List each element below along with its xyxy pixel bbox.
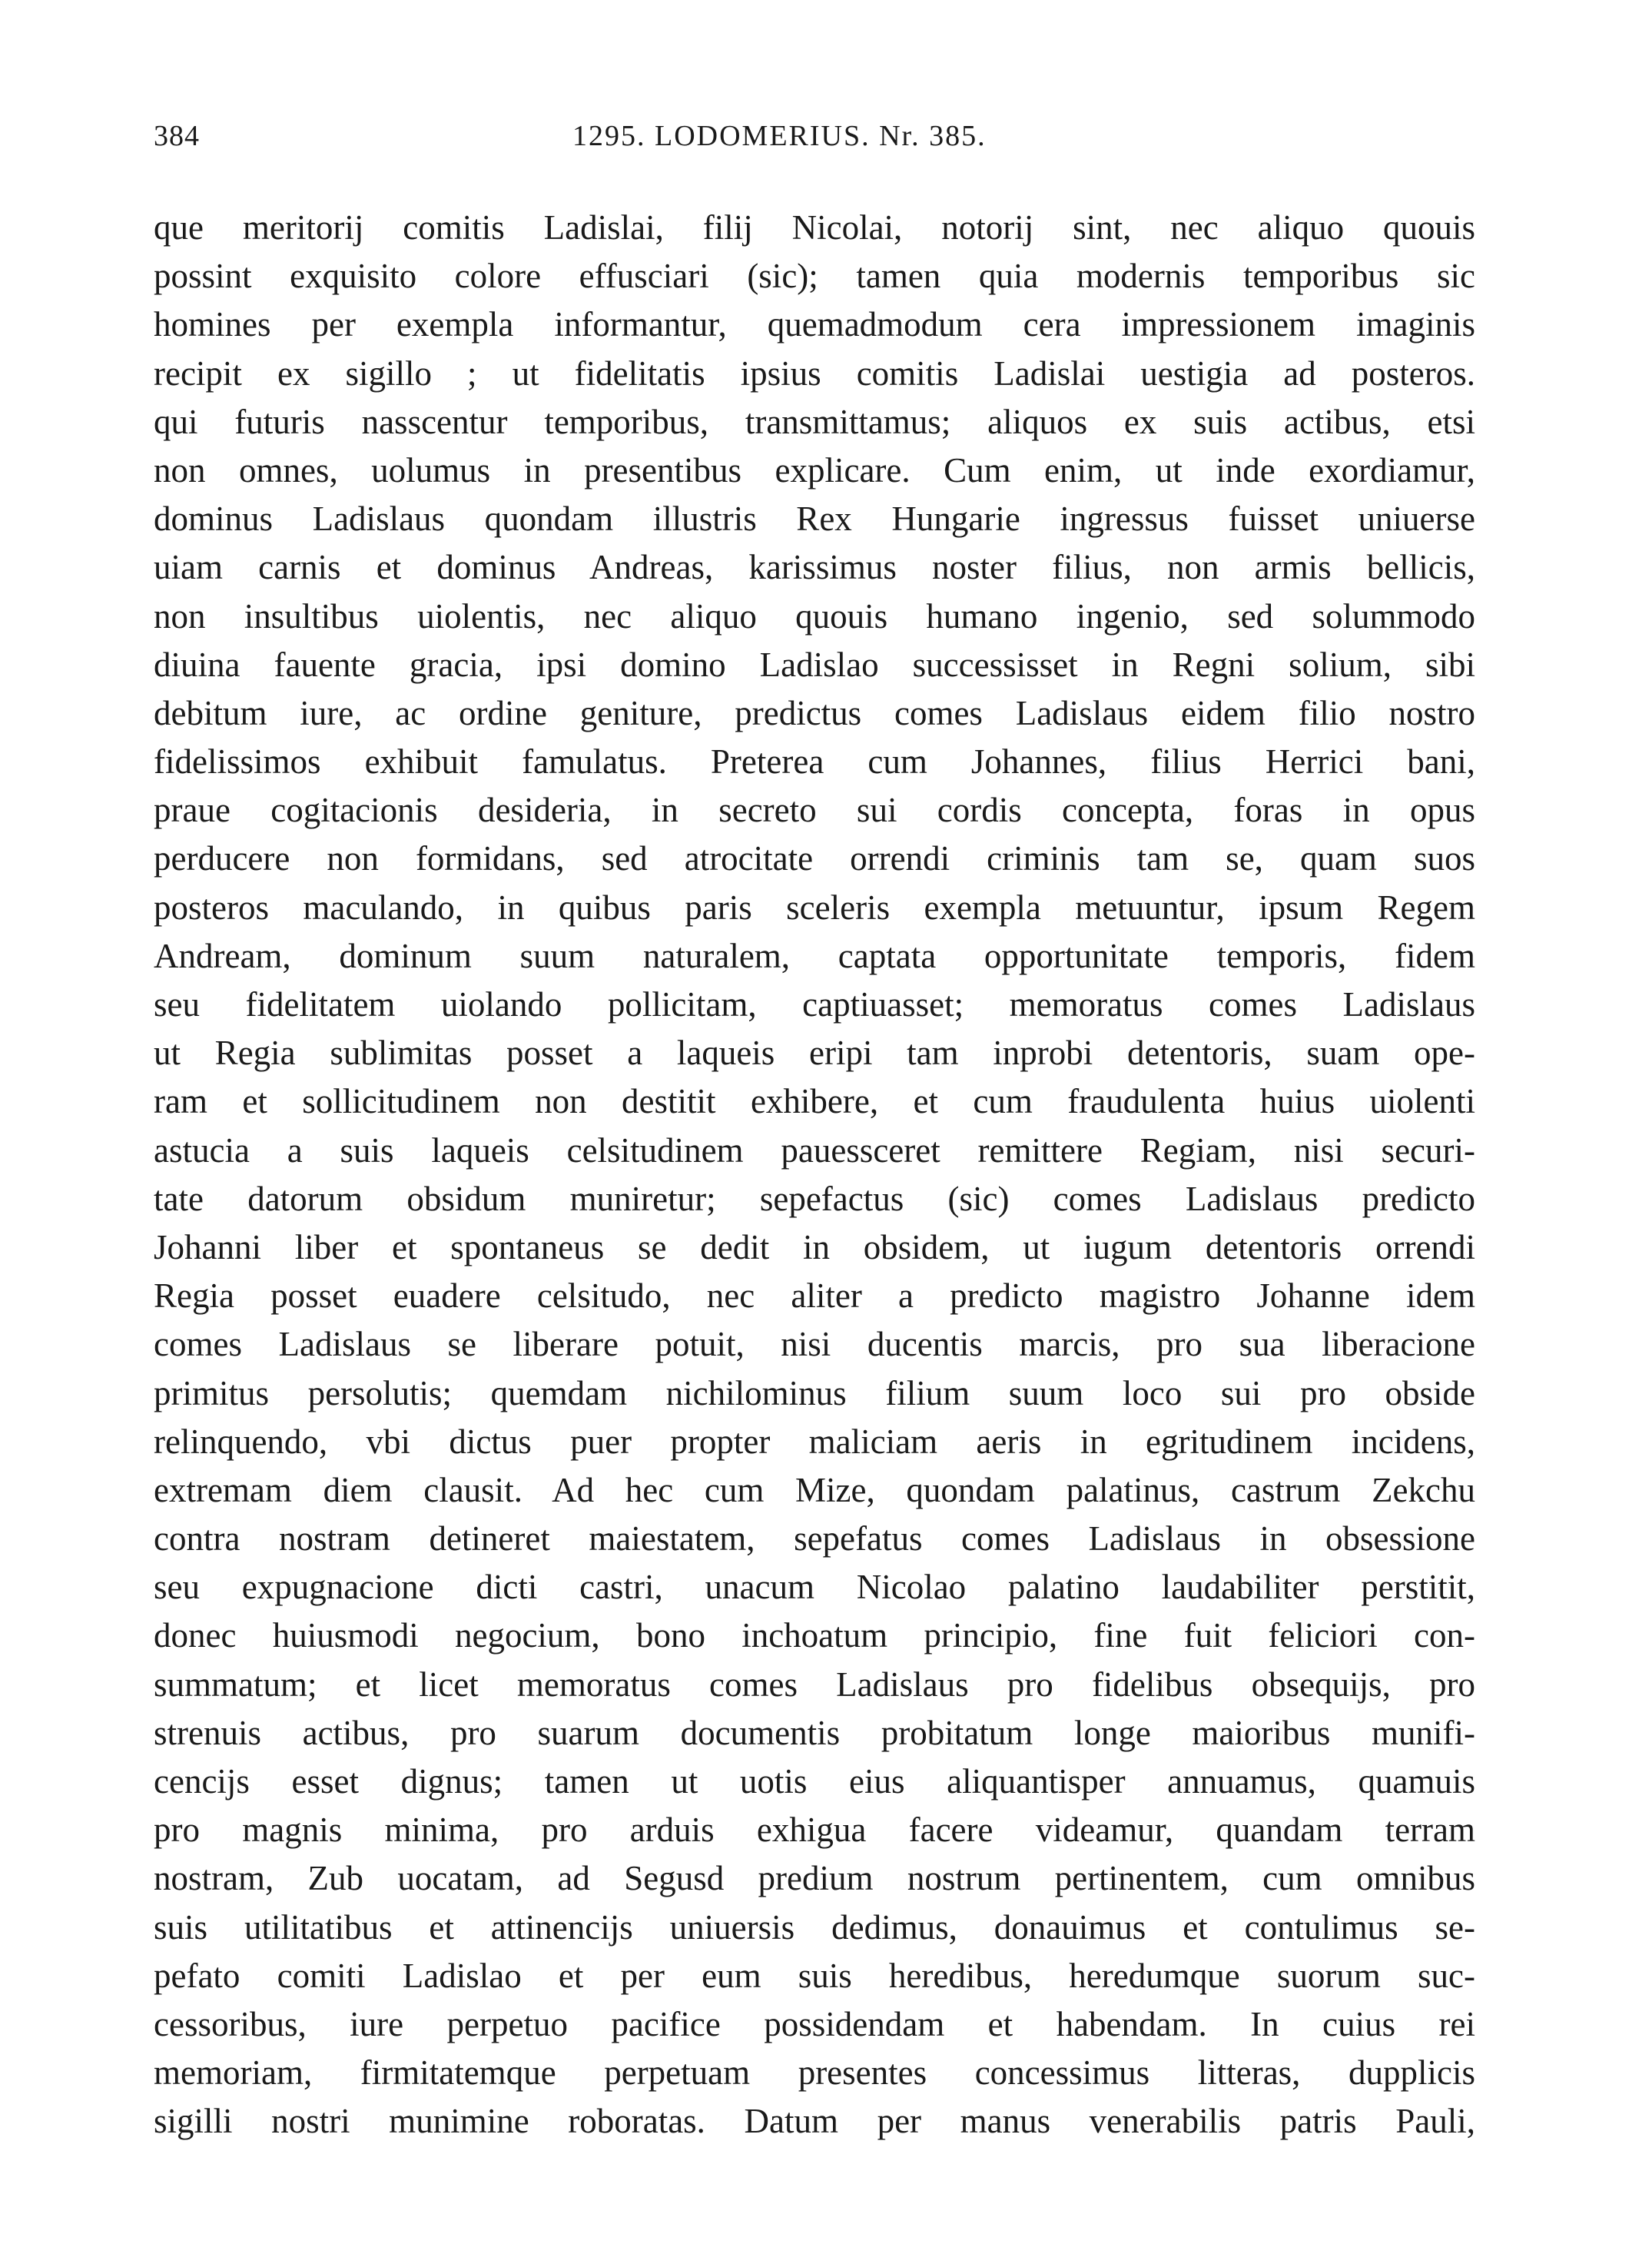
text-line: non insultibus uiolentis, nec aliquo quouis humano ingenio, sed solummodo bbox=[154, 596, 1475, 636]
text-line: seu expugnacione dicti castri, unacum Nicolao palatino laudabiliter perstitit, bbox=[154, 1568, 1475, 1607]
text-line: diuina fauente gracia, ipsi domino Ladislao successisset in Regni solium, sibi bbox=[154, 645, 1475, 684]
text-line: donec huiusmodi negocium, bono inchoatum principio, fine fuit feliciori con- bbox=[154, 1616, 1475, 1655]
text-line: fidelissimos exhibuit famulatus. Preterea cum Johannes, filius Herrici bani, bbox=[154, 742, 1475, 782]
text-line: seu fidelitatem uiolando pollicitam, captiuasset; memoratus comes Ladislaus bbox=[154, 985, 1475, 1024]
text-line: dominus Ladislaus quondam illustris Rex Hungarie ingressus fuisset uniuerse bbox=[154, 500, 1475, 539]
page-header bbox=[154, 119, 1475, 165]
text-line: nostram, Zub uocatam, ad Segusd predium nostrum pertinentem, cum omnibus bbox=[154, 1859, 1475, 1898]
text-line: ram et sollicitudinem non destitit exhibere, et cum fraudulenta huius uiolenti bbox=[154, 1082, 1475, 1121]
text-line: recipit ex sigillo ; ut fidelitatis ipsius comitis Ladislai uestigia ad posteros. bbox=[154, 353, 1475, 393]
text-line: pro magnis minima, pro arduis exhigua facere videamur, quandam terram bbox=[154, 1811, 1475, 1850]
text-line: Johanni liber et spontaneus se dedit in obsidem, ut iugum detentoris orrendi bbox=[154, 1227, 1475, 1266]
text-line: Andream, dominum suum naturalem, captata opportunitate temporis, fidem bbox=[154, 936, 1475, 975]
text-line: possint exquisito colore effusciari (sic); tamen quia modernis temporibus sic bbox=[154, 257, 1475, 296]
text-line: suis utilitatibus et attinencijs uniuersis dedimus, donauimus et contulimus se- bbox=[154, 1907, 1475, 1947]
text-line: Regia posset euadere celsitudo, nec aliter a predicto magistro Johanne idem bbox=[154, 1276, 1475, 1316]
text-line: cencijs esset dignus; tamen ut uotis eius aliquantisper annuamus, quamuis bbox=[154, 1762, 1475, 1801]
text-line: sigilli nostri munimine roboratas. Datum per manus venerabilis patris Pauli, bbox=[154, 2102, 1475, 2141]
text-line: cessoribus, iure perpetuo pacifice possidendam et habendam. In cuius rei bbox=[154, 2004, 1475, 2043]
text-line: perducere non formidans, sed atrocitate orrendi criminis tam se, quam suos bbox=[154, 839, 1475, 878]
text-line: memoriam, firmitatemque perpetuam presentes concessimus litteras, dupplicis bbox=[154, 2053, 1475, 2093]
text-line: uiam carnis et dominus Andreas, karissimus noster filius, non armis bellicis, bbox=[154, 548, 1475, 587]
text-line: primitus persolutis; quemdam nichilominus filium suum loco sui pro obside bbox=[154, 1373, 1475, 1412]
page-number: 384 bbox=[154, 120, 200, 152]
text-line: tate datorum obsidum muniretur; sepefactus (sic) comes Ladislaus predicto bbox=[154, 1179, 1475, 1218]
text-line: relinquendo, vbi dictus puer propter maliciam aeris in egritudinem incidens, bbox=[154, 1422, 1475, 1461]
text-line: contra nostram detineret maiestatem, sepefatus comes Ladislaus in obsessione bbox=[154, 1519, 1475, 1558]
text-line: non omnes, uolumus in presentibus explicare. Cum enim, ut inde exordiamur, bbox=[154, 450, 1475, 490]
text-line: praue cogitacionis desideria, in secreto sui cordis concepta, foras in opus bbox=[154, 791, 1475, 830]
text-line: posteros maculando, in quibus paris sceleris exempla metuuntur, ipsum Regem bbox=[154, 888, 1475, 927]
text-line: strenuis actibus, pro suarum documentis probitatum longe maioribus munifi- bbox=[154, 1713, 1475, 1752]
body-text bbox=[154, 204, 1475, 2146]
text-line: que meritorij comitis Ladislai, filij Nicolai, notorij sint, nec aliquo quouis bbox=[154, 208, 1475, 247]
running-head: 1295. LODOMERIUS. Nr. 385. bbox=[572, 120, 987, 152]
text-line: summatum; et licet memoratus comes Ladislaus pro fidelibus obsequijs, pro bbox=[154, 1665, 1475, 1704]
text-line: ut Regia sublimitas posset a laqueis eripi tam inprobi detentoris, suam ope- bbox=[154, 1034, 1475, 1073]
text-line: homines per exempla informantur, quemadmodum cera impressionem imaginis bbox=[154, 305, 1475, 344]
text-line: pefato comiti Ladislao et per eum suis heredibus, heredumque suorum suc- bbox=[154, 1956, 1475, 1995]
text-line: qui futuris nasscentur temporibus, transmittamus; aliquos ex suis actibus, etsi bbox=[154, 402, 1475, 441]
text-line: debitum iure, ac ordine geniture, predictus comes Ladislaus eidem filio nostro bbox=[154, 693, 1475, 732]
text-line: comes Ladislaus se liberare potuit, nisi ducentis marcis, pro sua liberacione bbox=[154, 1325, 1475, 1364]
document-page bbox=[154, 119, 1475, 2141]
text-line: astucia a suis laqueis celsitudinem pauessceret remittere Regiam, nisi securi- bbox=[154, 1130, 1475, 1170]
text-line: extremam diem clausit. Ad hec cum Mize, quondam palatinus, castrum Zekchu bbox=[154, 1470, 1475, 1509]
